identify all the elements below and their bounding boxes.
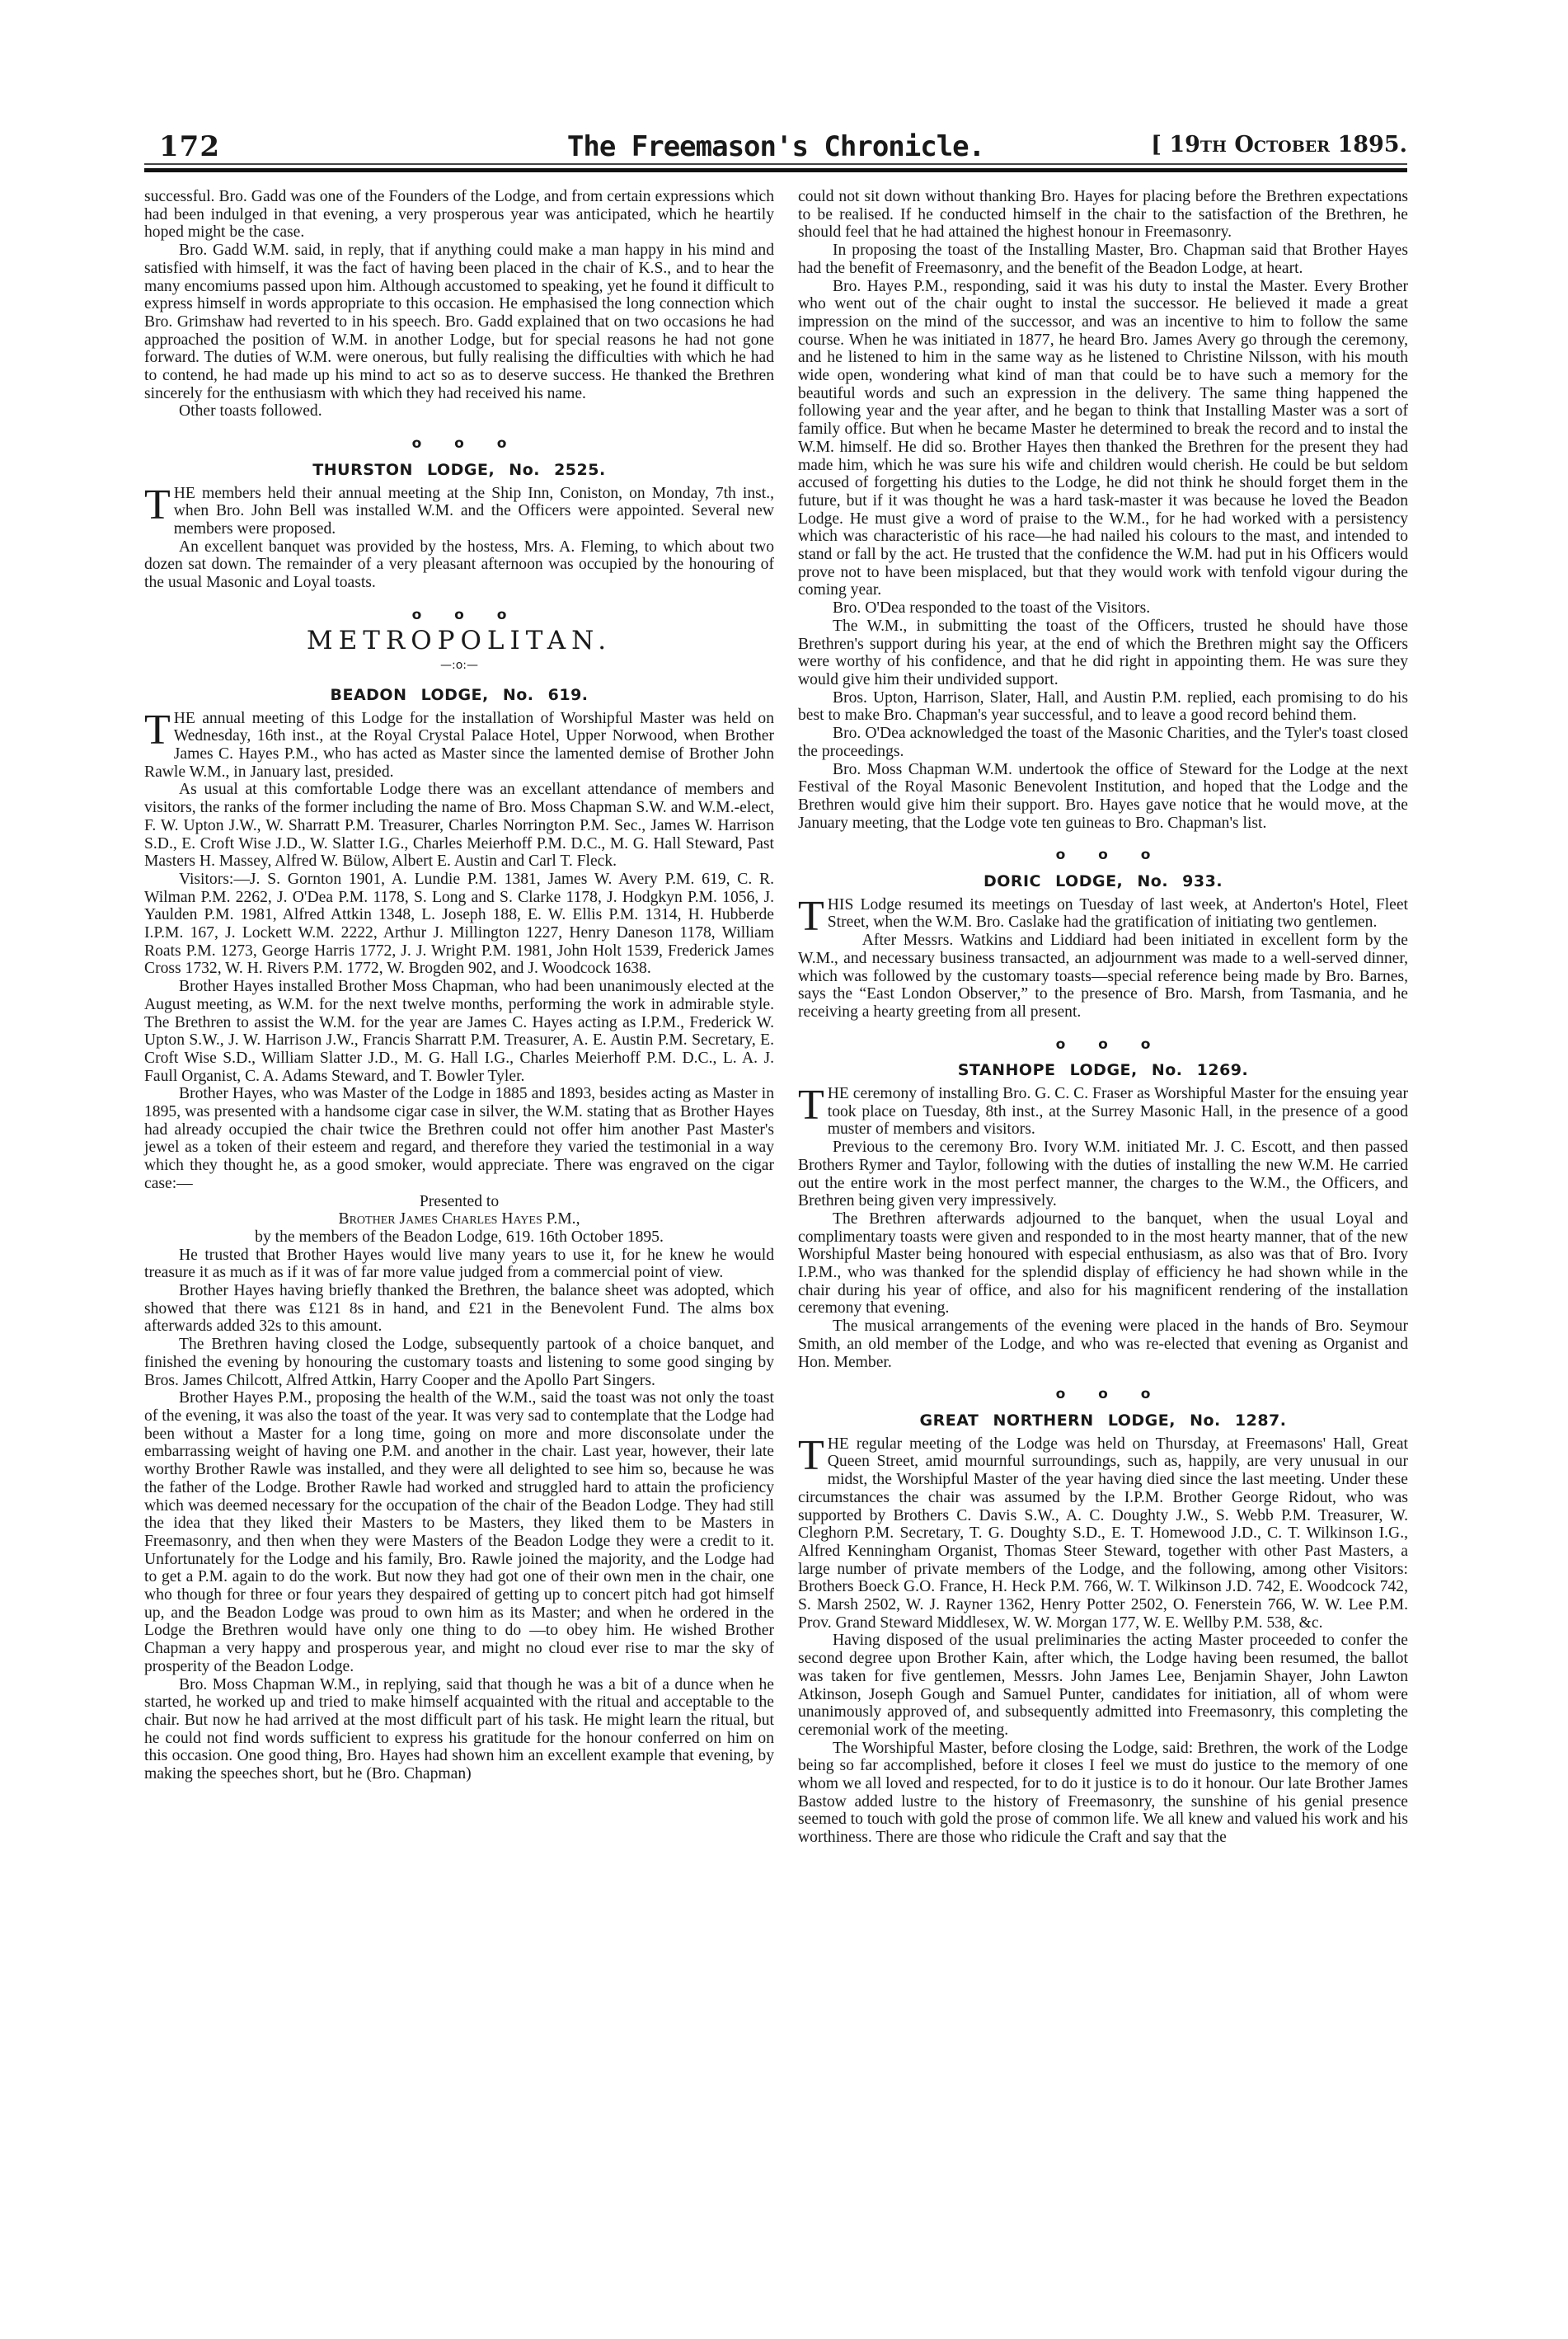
section-heading-metropolitan: METROPOLITAN. [306, 626, 613, 656]
article-heading-great-northern: GREAT NORTHERN LODGE, No. 1287. [919, 1411, 1287, 1430]
paragraph: He trusted that Brother Hayes would live many years to use it, for he knew he would treasure it as much as if it was of far more value judged from a commercial point of view. [144, 1246, 774, 1282]
paragraph: Brother Hayes, who was Master of the Lodge in 1885 and 1893, besides acting as Master in 1895, was presented with a handsome cigar case in silver, the W.M. stating that as Brother Hayes had already occupied the chair twice the Brethren could not offer him another Past Master's jewel as a token of their esteem and regard, and therefore they varied the testimonial in a way which they thought he, as a good smoker, would appreciate. There was engraved on the cigar case:— [144, 1085, 774, 1192]
paragraph: The Brethren having closed the Lodge, subsequently partook of a choice banquet, and finished the evening by honouring the customary toasts and listening to some good singing by Bros. James Chilcott, Alfred Attkin, Harry Cooper and the Apollo Part Singers. [144, 1336, 774, 1389]
inscription-line: Presented to [419, 1192, 500, 1210]
drop-cap: T [144, 481, 171, 528]
drop-cap: T [798, 892, 824, 940]
header-rule-thick [144, 168, 1407, 172]
paragraph: Bro. Moss Chapman W.M. undertook the office of Steward for the Lodge at the next Festival of the Royal Masonic Benevolent Institution, and hoped that the Lodge and the Brethren would give him their support. Bro. Hayes gave notice that he would move, at the January meeting, that the Lodge vote ten guineas to Bro. Chapman's list. [798, 760, 1408, 832]
paragraph: The W.M., in submitting the toast of the Officers, trusted he should have those Brethren's support during his year, at the end of which the Brethren might say the Officers were worthy of his confidence, and that he did right in appointing them. He was sure they would give him their undivided support. [798, 617, 1408, 688]
paragraph: successful. Bro. Gadd was one of the Founders of the Lodge, and from certain expressions which had been indulged in that evening, a very prosperous year was anticipated, which he heartily hoped might be the case. [144, 188, 774, 242]
section-separator: o o o [411, 435, 507, 453]
section-separator: o o o [1055, 1036, 1151, 1053]
article-heading-beadon: BEADON LODGE, No. 619. [330, 685, 589, 704]
paragraph: Previous to the ceremony Bro. Ivory W.M. initiated Mr. J. C. Escott, and then passed Brothers Rymer and Taylor, following with the duties of installing the new W.M. He carried out the entire work in the most perfect manner, the charges to the W.M., the Officers, and Brethren being given very impressively. [798, 1139, 1408, 1210]
right-column [798, 188, 1408, 1847]
paragraph: Bro. O'Dea responded to the toast of the Visitors. [833, 599, 1151, 618]
paragraph: THE members held their annual meeting at the Ship Inn, Coniston, on Monday, 7th inst., when Bro. John Bell was installed W.M. and the Officers were appointed. Several new members were proposed. [144, 481, 774, 538]
drop-cap: T [798, 1082, 824, 1130]
article-heading-thurston: THURSTON LODGE, No. 2525. [312, 460, 606, 479]
paragraph: The Brethren afterwards adjourned to the banquet, when the usual Loyal and complimentary toasts were given and responded to in the most hearty manner, that of the new Worshipful Master being honoured with especial enthusiasm, as also was that of Bro. Ivory I.P.M., who was thanked for the splendid display of efficiency he had shown while in the chair during his year of office, and also for his magnificent rendering of the installation ceremony that evening. [798, 1209, 1408, 1317]
article-heading-doric: DORIC LODGE, No. 933. [983, 872, 1223, 891]
paragraph: could not sit down without thanking Bro. Hayes for placing before the Brethren expectations to be realised. If he conducted himself in the chair to the satisfaction of the Brethren, he should feel that he had attained the highest honour in Freemasonry. [798, 188, 1408, 242]
paragraph: Brother Hayes installed Brother Moss Chapman, who had been unanimously elected at the August meeting, as W.M. for the next twelve months, performing the work in admirable style. The Brethren to assist the W.M. for the year are James C. Hayes acting as I.P.M., Frederick W. Upton S.W., J. W. Harrison J.W., Francis Sharratt P.M. Treasurer, A. E. Austin P.M. Secretary, E. Croft Wise S.D., William Slatter J.D., M. G. Hall I.G., Charles Meierhoff P.M. D.C., L. A. J. Faull Organist, C. A. Adams Steward, and T. Bowler Tyler. [144, 978, 774, 1085]
paragraph: An excellent banquet was provided by the hostess, Mrs. A. Fleming, to which about two dozen sat down. The remainder of a very pleasant afternoon was occupied by the honouring of the usual Masonic and Loyal toasts. [144, 538, 774, 592]
paragraph: Visitors:—J. S. Gornton 1901, A. Lundie P.M. 1381, James W. Avery P.M. 619, C. R. Wilman P.M. 2262, J. O'Dea P.M. 1178, S. Long and S. Clarke 1178, J. Hodgkyn P.M. 1056, J. Yaulden P.M. 1981, Alfred Attkin 1348, L. Joseph 188, E. W. Ellis P.M. 1314, H. Hubberde I.P.M. 167, J. Lockett W.M. 2222, Arthur J. Millington 1227, Henry Daneson 1178, William Roats P.M. 1273, George Harris 1772, J. J. Wright P.M. 1981, John Holt 1539, Frederick James Cross 1732, W. H. Rivers P.M. 1772, W. Brogden 902, and J. Woodcock 1638. [144, 870, 774, 978]
publication-title: The Freemason's Chronicle. [566, 130, 985, 163]
paragraph: The Worshipful Master, before closing the Lodge, said: Brethren, the work of the Lodge being so far accomplished, before it closes I feel we must do justice to the memory of one whom we all loved and respected, for to do it justice is to do it honour. Our late Brother James Bastow added lustre to the history of Freemasonry, the sunshine of his genial presence seemed to touch with gold the prose of common life. We all knew and valued his work and his worthiness. There are those who ridicule the Craft and say that the [798, 1739, 1408, 1847]
article-heading-stanhope: STANHOPE LODGE, No. 1269. [957, 1061, 1249, 1080]
paragraph: Bro. Hayes P.M., responding, said it was his duty to instal the Master. Every Brother who went out of the chair ought to instal the successor. He believed it made a great impression on the mind of the successor, and was an incentive to him to follow the same course. When he was initiated in 1877, he heard Bro. James Avery go through the ceremony, and he listened to him in the same way as he listened to Christine Nilsson, with his mouth wide open, wondering what kind of man that could be to have such a memory for the beautiful words and such an expression in the delivery. The same thing happened the following year and the year after, and he began to think that Installing Master was a sort of family office. But when he became Master he determined to break the record and to instal the W.M. himself. He did so. Brother Hayes then thanked the Brethren for the present they had made him, which he was sure his wife and children would cherish. He could be but seldom accused of forgetting his duties to the Lodge, he did not think he should forget them in the future, but if it was thought he was a hard task-master it was because he loved the Beadon Lodge. He must give a word of praise to the W.M., for he had worked with a persistency which was characteristic of his race—he had nailed his colours to the mast, and intended to stand or fall by the act. He trusted that the confidence the W.M. had put in his Officers would prove not to have been misplaced, but that they would work with tenfold vigour during the coming year. [798, 277, 1408, 599]
section-separator: o o o [411, 606, 507, 623]
inscription-line: Brother James Charles Hayes P.M., [338, 1210, 580, 1228]
paragraph: THE annual meeting of this Lodge for the installation of Worshipful Master was held on Wednesday, 16th inst., at the Royal Crystal Palace Hotel, Upper Norwood, when Brother James C. Hayes P.M., who has acted as Master since the lamented demise of Brother John Rawle W.M., in January last, presided. [144, 706, 774, 781]
paragraph: THIS Lodge resumed its meetings on Tuesday of last week, at Anderton's Hotel, Fleet Street, when the W.M. Bro. Caslake had the gratification of initiating two gentlemen. [798, 892, 1408, 940]
section-separator: o o o [1055, 1386, 1151, 1403]
paragraph: Brother Hayes having briefly thanked the Brethren, the balance sheet was adopted, which showed that there was £121 8s in hand, and £21 in the Benevolent Fund. The alms box afterwards added 32s to this amount. [144, 1282, 774, 1336]
paragraph: In proposing the toast of the Installing Master, Bro. Chapman said that Brother Hayes had the benefit of Freemasonry, and the benefit of the Beadon Lodge, at heart. [798, 242, 1408, 277]
inscription-line: by the members of the Beadon Lodge, 619. 16th October 1895. [255, 1228, 664, 1246]
paragraph: As usual at this comfortable Lodge there was an excellant attendance of members and visitors, the ranks of the former including the name of Bro. Moss Chapman S.W. and W.M.-elect, F. W. Upton J.W., W. Sharratt P.M. Treasurer, Charles Norrington P.M. Sec., James W. Harrison S.D., E. Croft Wise J.D., W. Slatter I.G., Charles Meierhoff P.M. D.C., M. G. Hall Steward, Past Masters H. Massey, Alfred W. Bülow, Albert E. Austin and Carl T. Fleck. [144, 781, 774, 871]
section-divider: —:o:— [440, 659, 478, 673]
paragraph: After Messrs. Watkins and Liddiard had been initiated in excellent form by the W.M., and necessary business transacted, an adjournment was made to a well-served dinner, which was followed by the customary toasts—special reference being made by Bro. Barnes, says the “East London Observer,” to the presence of Bro. Marsh, from Tasmania, and he receiving a hearty greeting from all present. [798, 932, 1408, 1021]
section-separator: o o o [1055, 847, 1151, 864]
masthead [144, 124, 1407, 163]
paragraph: Other toasts followed. [179, 402, 322, 420]
page-number: 172 [159, 130, 220, 163]
drop-cap: T [798, 1431, 824, 1479]
paragraph: Brother Hayes P.M., proposing the health of the W.M., said the toast was not only the toast of the evening, it was also the toast of the year. It was very sad to contemplate that the Lodge had been without a Master for a long time, going on more and more disconsolate under the embarrassing weight of having one P.M. and another in the chair. Last year, however, their late worthy Brother Rawle was installed, and they were all delighted to see him so, because he was the father of the Lodge. Brother Rawle had worked and struggled hard to attain the proficiency which was deemed necessary for the occupation of the chair of the Beadon Lodge. They had still the idea that they liked their Masters to be Masters, they liked them to be Masters in Freemasonry, and then when they were Masters of the Beadon Lodge they were a credit to it. Unfortunately for the Lodge and his family, Bro. Rawle joined the majority, and the Lodge had to get a P.M. again to do the work. But now they had got one of their own men in the chair, one who though for three or four years they despaired of getting up to concert pitch had got himself up, and the Beadon Lodge was proud to own him as its Master; and when he ordered in the Lodge the Brethren would have only one thing to do —to obey him. He wished Brother Chapman a very happy and prosperous year, and might no cloud ever rise to mar the sky of prosperity of the Beadon Lodge. [144, 1389, 774, 1675]
left-column [144, 188, 774, 1783]
paragraph: Bro. Moss Chapman W.M., in replying, said that though he was a bit of a dunce when he started, he worked up and tried to make himself acquainted with the ritual and acceptable to the chair. But now he had arrived at the most difficult part of his task. He might learn the ritual, but he could not find words sufficient to express his gratitude for the honour conferred on him on this occasion. One good thing, Bro. Hayes had shown him an excellent example that evening, by making the speeches short, but he (Bro. Chapman) [144, 1675, 774, 1783]
drop-cap: T [144, 706, 171, 754]
paragraph: THE regular meeting of the Lodge was held on Thursday, at Freemasons' Hall, Great Queen Street, amid mournful surroundings, such as, happily, are very unusual in our midst, the Worshipful Master of the year having died since the last meeting. Under these circumstances the chair was assumed by the I.P.M. Brother George Ridout, who was supported by Brothers C. Davis S.W., A. C. Doughty J.W., S. Webb P.M. Treasurer, W. Cleghorn P.M. Secretary, T. G. Doughty S.D., E. T. Homewood J.D., C. T. Wilkinson I.G., Alfred Kenningham Organist, Thomas Steer Steward, together with other Past Masters, a large number of private members of the Lodge, and the following, among other Visitors: Brothers Boeck G.O. France, H. Heck P.M. 766, W. T. Wilkinson J.D. 742, E. Woodcock 742, S. Marsh 2502, W. J. Rayner 1362, Henry Potter 2502, O. Fenerstein 766, W. W. Lee P.M. Prov. Grand Steward Middlesex, W. W. Morgan 177, W. E. Wellby P.M. 538, &c. [798, 1431, 1408, 1632]
paragraph: The musical arrangements of the evening were placed in the hands of Bro. Seymour Smith, an old member of the Lodge, and who was re-elected that evening as Organist and Hon. Member. [798, 1317, 1408, 1371]
paragraph: THE ceremony of installing Bro. G. C. C. Fraser as Worshipful Master for the ensuing year took place on Tuesday, 8th inst., at the Surrey Masonic Hall, in the presence of a good muster of members and visitors. [798, 1082, 1408, 1139]
paragraph: Bro. O'Dea acknowledged the toast of the Masonic Charities, and the Tyler's toast closed the proceedings. [798, 725, 1408, 760]
header-rule-thin [144, 163, 1407, 165]
paragraph: Bro. Gadd W.M. said, in reply, that if anything could make a man happy in his mind and satisfied with himself, it was the fact of having been placed in the chair of K.S., and to hear the many encomiums passed upon him. Although accustomed to speaking, yet he found it difficult to express himself in words appropriate to this occasion. He emphasised the long connection which Bro. Grimshaw had reverted to in his speech. Bro. Gadd explained that on two occasions he had approached the position of W.M. in another Lodge, but for special reasons he had not gone forward. The duties of W.M. were onerous, but fully realising the difficulties with which he had to contend, he had made up his mind to act so as to deserve success. He thanked the Brethren sincerely for the enthusiasm with which they had received his name. [144, 242, 774, 402]
issue-date: [ 19th October 1895. [1151, 132, 1407, 157]
paragraph: Having disposed of the usual preliminaries the acting Master proceeded to confer the second degree upon Brother Kain, after which, the Lodge having been resumed, the ballot was taken for five gentlemen, Messrs. John James Lee, Benjamin Shayer, John Lawton Atkinson, Joseph Gough and Samuel Punter, candidates for initiation, all of whom were unanimously approved of, and subsequently admitted into Freemasonry, this completing the ceremonial work of the meeting. [798, 1632, 1408, 1739]
paragraph: Bros. Upton, Harrison, Slater, Hall, and Austin P.M. replied, each promising to do his best to make Bro. Chapman's year successful, and to leave a good record behind them. [798, 688, 1408, 725]
